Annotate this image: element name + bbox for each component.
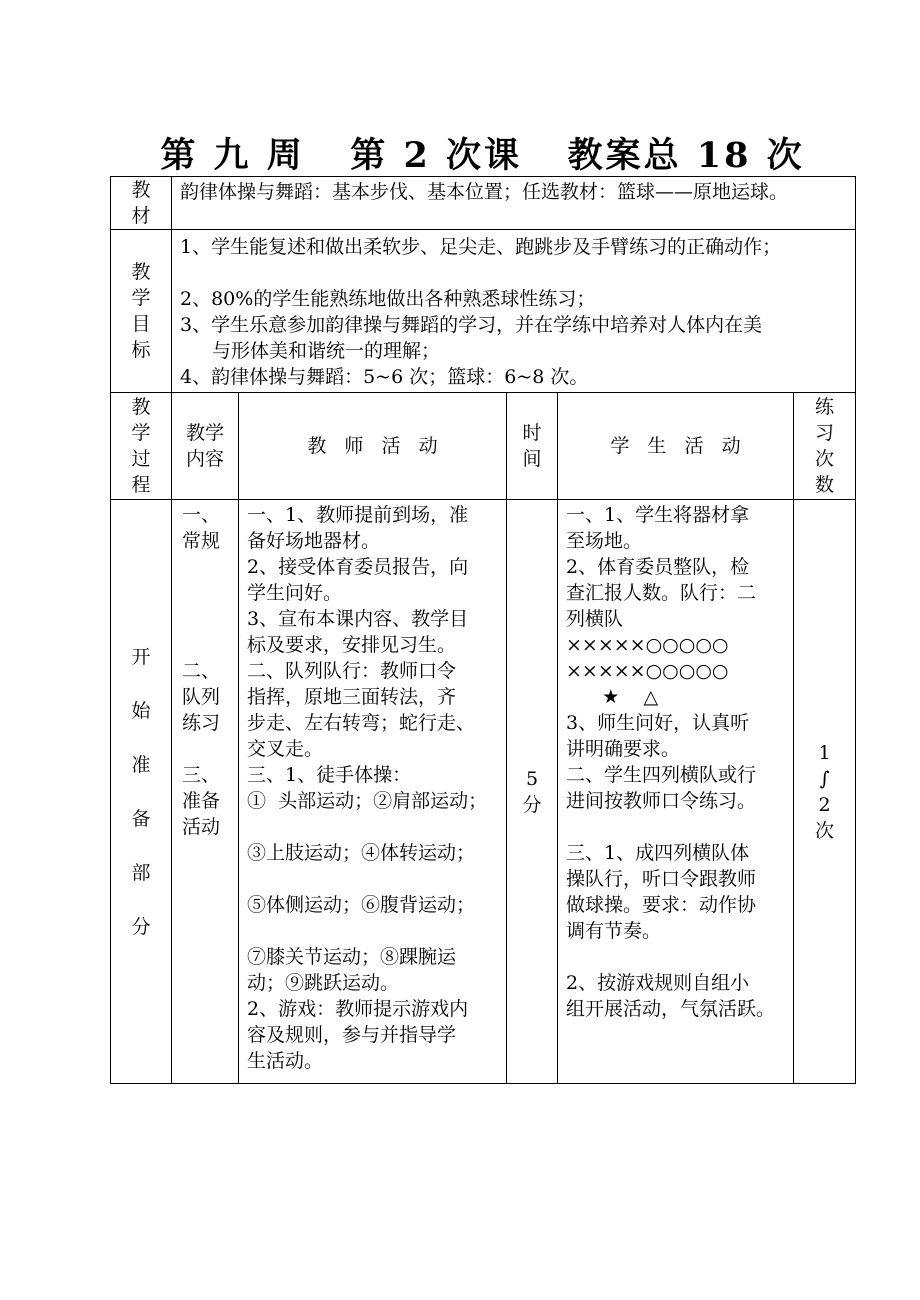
teacher-header: 教 师 活 动 — [239, 393, 507, 500]
objective-item: 1、学生能复述和做出柔软步、足尖走、跑跳步及手臂练习的正确动作； — [180, 236, 782, 258]
process-label: 教 学 过 程 — [111, 393, 172, 500]
content-cell: 一、 常规 二、 队列 练习 三、 准备 活动 — [172, 500, 239, 1084]
formation-row: ×××××○○○○○ — [566, 634, 729, 656]
opening-section-row — [111, 500, 856, 1084]
reps-header: 练 习 次 数 — [794, 393, 856, 500]
objective-item: 3、学生乐意参加韵律操与舞蹈的学习，并在学练中培养对人体内在美 — [180, 314, 763, 336]
page-title: 第 九 周 第 2 次课 教案总 18 次 — [160, 135, 805, 176]
materials-text: 韵律体操与舞蹈：基本步伐、基本位置；任选教材：篮球——原地运球。 — [172, 177, 856, 230]
student-activities: 一、1、学生将器材拿 至场地。 2、体育委员整队，检 查汇报人数。队行：二 列横队 ×××××○○○○○ ×××××○○○○○ ★ △ 3、师生问好，认真听 讲明确要求。 二、学生四列横队或行 进间按教师口令练习。 三、1、成四列横队体 操队行，听口令跟教师 做球操。要求：动作协 调有节奏。 2、按游戏规则自组小 组开展活动，气氛活跃。 — [558, 500, 794, 1084]
objectives-label: 教 学 目 标 — [111, 230, 172, 393]
lesson-plan-table — [110, 176, 856, 1084]
objective-item: 4、韵律体操与舞蹈：5~6 次；篮球：6~8 次。 — [180, 366, 589, 388]
objective-item: 与形体美和谐统一的理解； — [212, 340, 441, 362]
content-header: 教学 内容 — [172, 393, 239, 500]
teacher-position-marker: ★ △ — [566, 686, 659, 708]
teacher-activities: 一、1、教师提前到场，准 备好场地器材。 2、接受体育委员报告，向 学生问好。 3、宣布本课内容、教学目 标及要求，安排见习生。 二、队列队行：教师口令 指挥，原地三面转法，齐 步走、左右转弯；蛇行走、 交叉走。 三、1、徒手体操： ① 头部运动；②肩部运动； ③上肢运动；④体转运动； ⑤体侧运动；⑥腹背运动； ⑦膝关节运动；⑧踝腕运 动；⑨跳跃运动。 2、游戏：教师提示游戏内 容及规则，参与并指导学 生活动。 — [239, 500, 507, 1084]
objectives-list — [172, 230, 856, 393]
objectives-row — [111, 230, 856, 393]
time-header: 时 间 — [507, 393, 558, 500]
reps-cell: 1 ∫ 2 次 — [794, 500, 856, 1084]
objective-item: 2、80%的学生能熟练地做出各种熟悉球性练习； — [180, 288, 596, 310]
process-header-row — [111, 393, 856, 500]
formation-row: ×××××○○○○○ — [566, 660, 729, 682]
materials-label: 教 材 — [111, 177, 172, 230]
time-cell: 5 分 — [507, 500, 558, 1084]
materials-row — [111, 177, 856, 230]
student-header: 学 生 活 动 — [558, 393, 794, 500]
section-label: 开 始 准 备 部 分 — [111, 500, 172, 1084]
